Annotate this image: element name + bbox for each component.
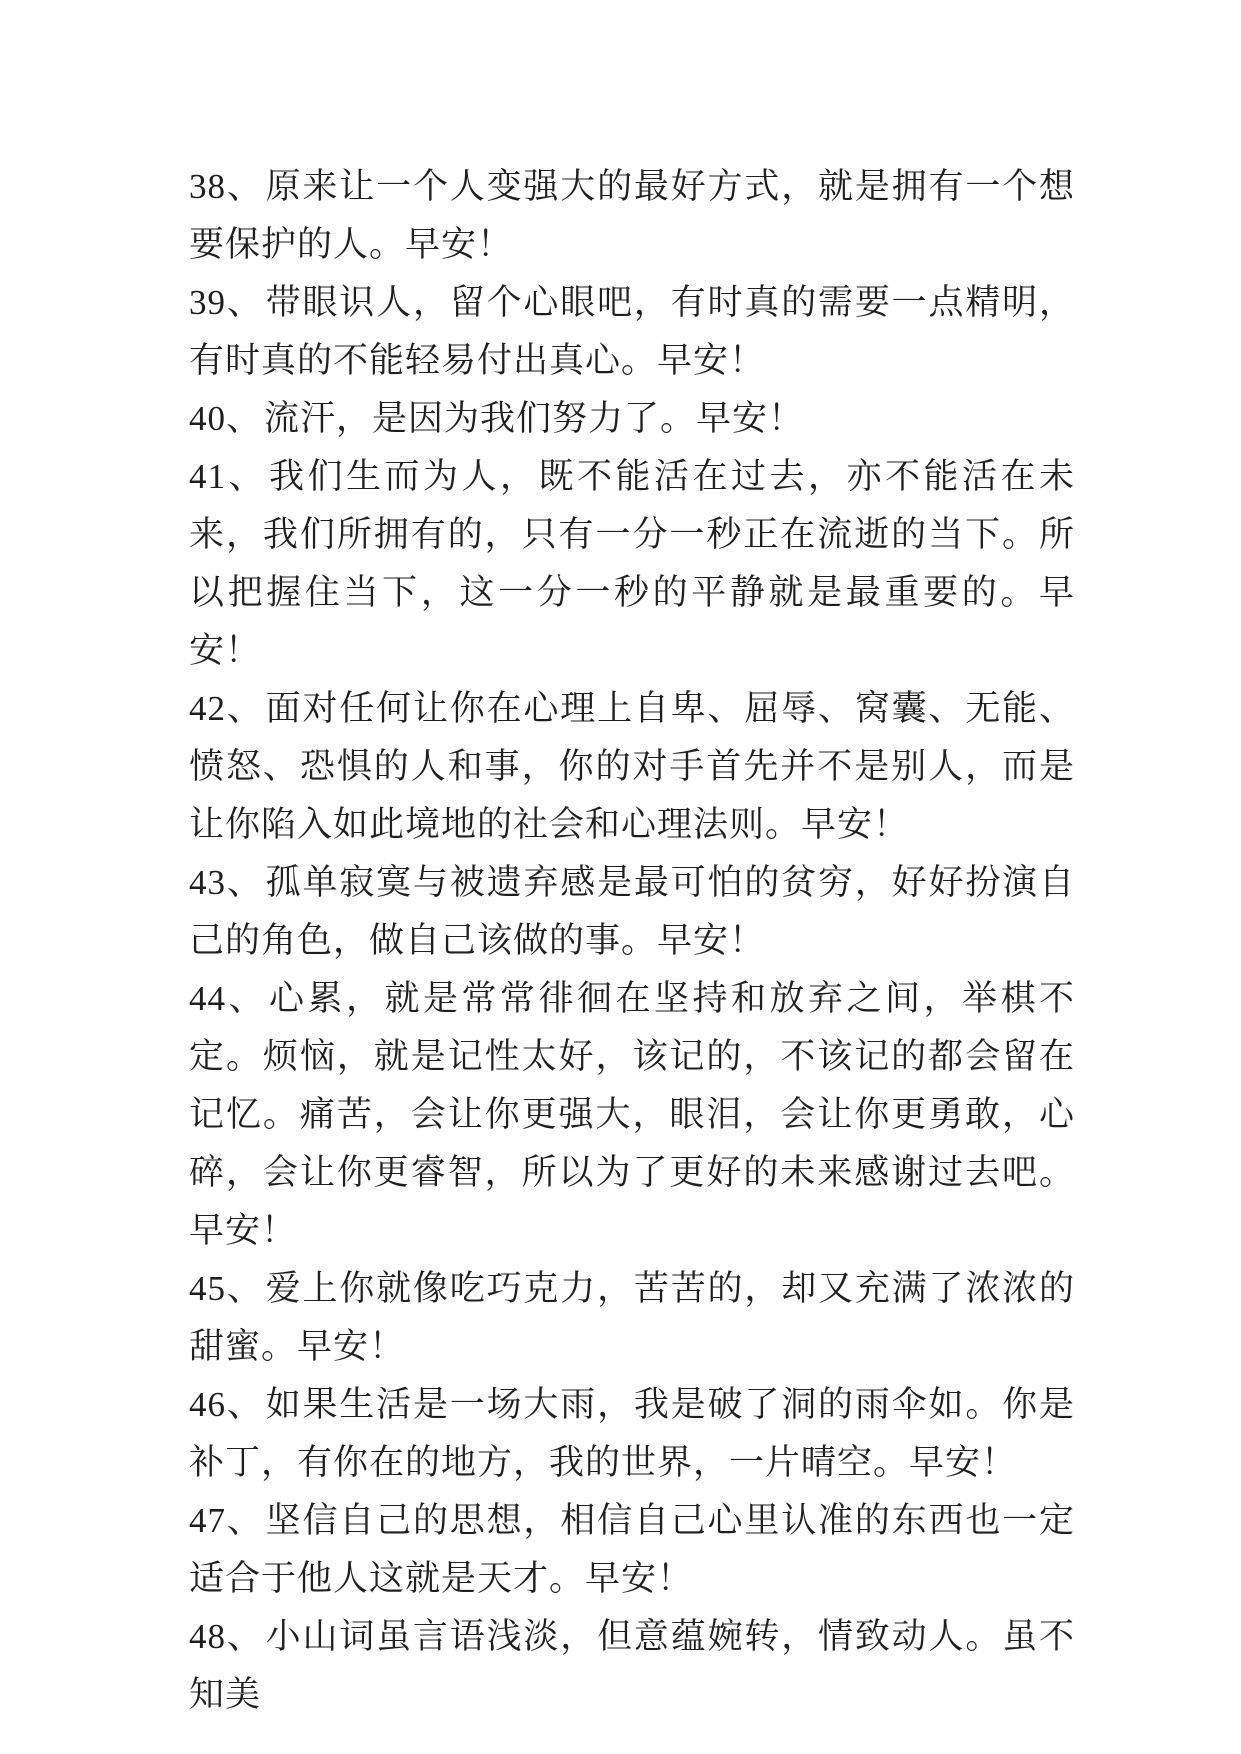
quote-38 [189, 158, 1075, 274]
quote-47-number: 47、 [189, 1501, 264, 1540]
quote-38-text: 原来让一个人变强大的最好方式，就是拥有一个想要保护的人。早安！ [189, 167, 1075, 264]
quote-43 [189, 854, 1075, 970]
quote-45-number: 45、 [189, 1269, 264, 1308]
quote-39-number: 39、 [189, 283, 264, 322]
quote-42-text: 面对任何让你在心理上自卑、屈辱、窝囊、无能、愤怒、恐惧的人和事，你的对手首先并不是别人，而是让你陷入如此境地的社会和心理法则。早安！ [189, 689, 1075, 844]
quote-46 [189, 1376, 1075, 1492]
quote-44-text: 心累，就是常常徘徊在坚持和放弃之间，举棋不定。烦恼，就是记性太好，该记的，不该记的都会留在记忆。痛苦，会让你更强大，眼泪，会让你更勇敢，心碎，会让你更睿智，所以为了更好的未来感谢过去吧。早安！ [189, 979, 1075, 1250]
quote-40 [189, 390, 1075, 448]
quote-45-text: 爱上你就像吃巧克力，苦苦的，却又充满了浓浓的甜蜜。早安！ [189, 1269, 1075, 1366]
quote-39-text: 带眼识人，留个心眼吧，有时真的需要一点精明，有时真的不能轻易付出真心。早安！ [189, 283, 1075, 380]
quote-40-text: 流汗，是因为我们努力了。早安！ [264, 399, 805, 438]
quote-41-text: 我们生而为人，既不能活在过去，亦不能活在未来，我们所拥有的，只有一分一秒正在流逝的当下。所以把握住当下，这一分一秒的平静就是最重要的。早安！ [189, 457, 1075, 670]
quote-44-number: 44、 [189, 979, 267, 1018]
quote-43-text: 孤单寂寞与被遗弃感是最可怕的贫穷，好好扮演自己的角色，做自己该做的事。早安！ [189, 863, 1075, 960]
quote-46-number: 46、 [189, 1385, 264, 1424]
quote-47 [189, 1492, 1075, 1608]
quote-39 [189, 274, 1075, 390]
quote-42-number: 42、 [189, 689, 264, 728]
quote-48 [189, 1608, 1075, 1724]
quote-44 [189, 970, 1075, 1260]
quote-46-text: 如果生活是一场大雨，我是破了洞的雨伞如。你是补丁，有你在的地方，我的世界，一片晴空。早安！ [189, 1385, 1075, 1482]
quote-47-text: 坚信自己的思想，相信自己心里认准的东西也一定适合于他人这就是天才。早安！ [189, 1501, 1075, 1598]
quote-45 [189, 1260, 1075, 1376]
text-block [189, 158, 1075, 1724]
quote-40-number: 40、 [189, 399, 263, 438]
quote-48-text: 小山词虽言语浅淡，但意蕴婉转，情致动人。虽不知美 [189, 1617, 1075, 1714]
quote-42 [189, 680, 1075, 854]
quote-41 [189, 448, 1075, 680]
quote-38-number: 38、 [189, 167, 264, 206]
quote-43-number: 43、 [189, 863, 264, 902]
quote-48-number: 48、 [189, 1617, 264, 1656]
quote-41-number: 41、 [189, 457, 267, 496]
